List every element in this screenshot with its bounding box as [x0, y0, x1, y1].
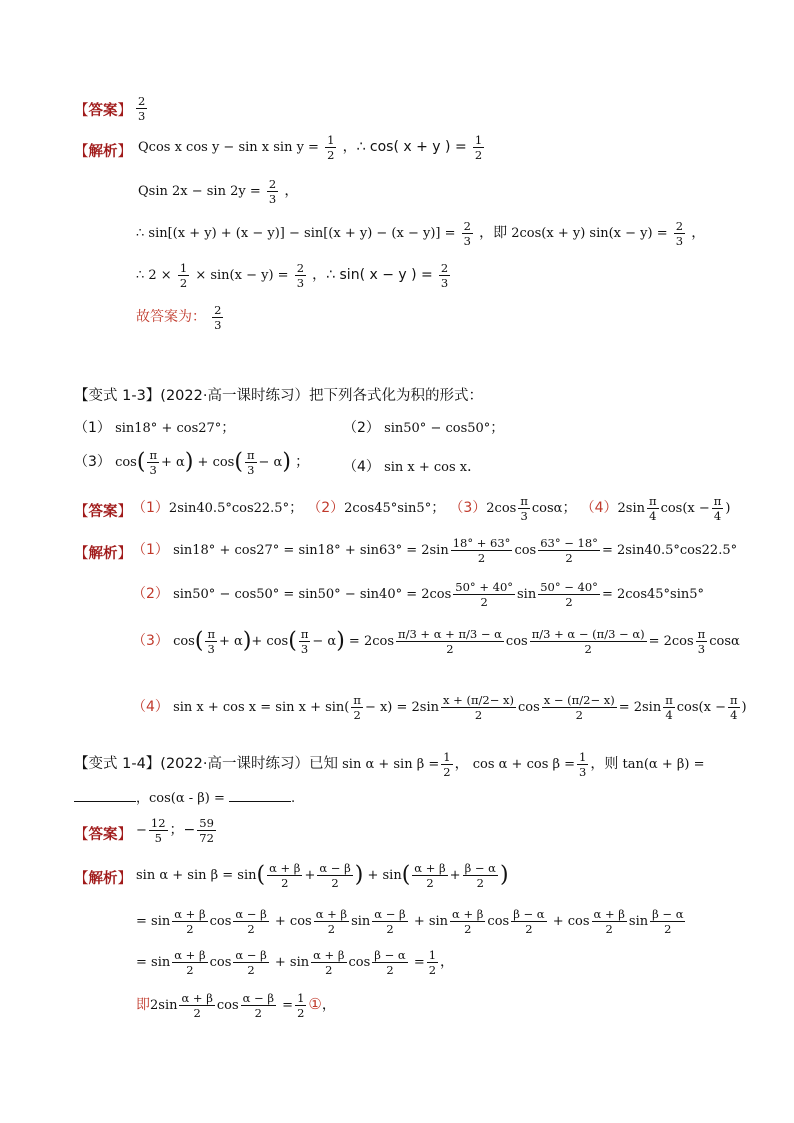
answer-label: 【答案】	[74, 504, 132, 520]
question-item: （2） sin50° − cos50°；	[343, 420, 505, 436]
answer-label: 【答案】	[74, 827, 132, 843]
solution-line: sin α + sin β = sin( $\frac{\alpha + \beta}{2}$ + $\frac{\alpha - \beta}{2}$ ) + sin( $\frac{\alpha + \beta}{2}$ + $\frac{\beta - \alpha}{2}$ )	[136, 861, 509, 890]
analysis-label: 【解析】	[74, 144, 132, 160]
question-item: （3） cos( $\frac{\pi}{3}$ + α) + cos( $\frac{\pi}{3}$ − α) ；	[74, 448, 310, 477]
analysis-label: 【解析】	[74, 546, 132, 562]
answer-blank[interactable]	[229, 789, 291, 802]
solution-line: （4） sin x + cos x = sin x + sin( $\frac{\pi}{2}$ − x) = 2sin $\frac{x + (\pi/2- x)}{2}$ cos $\frac{x - (\pi/2- x)}{2}$ = 2sin $\frac{\pi}{4}$ cos(x − $\frac{\pi}{4}$ )	[132, 693, 747, 722]
answer-blank[interactable]	[74, 789, 136, 802]
analysis-label: 【解析】	[74, 871, 132, 887]
solution-line: （3） cos( $\frac{\pi}{3}$ + α)+ cos( $\frac{\pi}{3}$ − α) = 2cos $\frac{\pi/3 + \alpha + \pi/3 - \alpha}{2}$ cos $\frac{\pi/3 + \alpha - (\pi/3 - \alpha)}{2}$ = 2cos $\frac{\pi}{3}$ cosα	[132, 627, 740, 656]
question-item: （4） sin x + cos x．	[343, 459, 482, 475]
solution-line: （2） sin50° − cos50° = sin50° − sin40° = 2cos $\frac{50^\circ + 40^\circ}{2}$ sin $\frac{50^\circ - 40^\circ}{2}$ = 2cos45°sin5°	[132, 580, 705, 609]
solution-line: Qsin 2x − sin 2y = $\frac{2}{3}$ ，	[138, 177, 299, 206]
answer-value: − $\frac{12}{5}$ ；− $\frac{59}{72}$	[136, 816, 214, 845]
solution-line: 即2sin $\frac{\alpha + \beta}{2}$ cos $\frac{\alpha - \beta}{2}$ = $\frac{1}{2}$ ①，	[136, 991, 336, 1020]
solution-line: = sin $\frac{\alpha + \beta}{2}$ cos $\frac{\alpha - \beta}{2}$ + cos $\frac{\alpha + \beta}{2}$ sin $\frac{\alpha - \beta}{2}$ + sin $\frac{\alpha + \beta}{2}$ cos $\frac{\beta - \alpha}{2}$ + cos $\frac{\alpha + \beta}{2}$ sin $\frac{\beta - \alpha}{2}$	[136, 907, 684, 936]
fraction: $\frac{2}{3}$	[138, 94, 146, 123]
solution-line: ∴ sin[(x + y) + (x − y)] − sin[(x + y) − (x − y)] = $\frac{2}{3}$ ，即 2cos(x + y) sin(x − y) = $\frac{2}{3}$ ，	[136, 219, 706, 248]
final-answer: 故答案为： $\frac{2}{3}$	[136, 303, 222, 332]
solution-line: = sin $\frac{\alpha + \beta}{2}$ cos $\frac{\alpha - \beta}{2}$ + sin $\frac{\alpha + \beta}{2}$ cos $\frac{\beta - \alpha}{2}$ = $\frac{1}{2}$ ，	[136, 948, 455, 977]
solution-line: ∴ 2 × $\frac{1}{2}$ × sin(x − y) = $\frac{2}{3}$ ，∴ sin( x − y ) = $\frac{2}{3}$	[136, 261, 449, 290]
question-item: （1） sin18° + cos27°；	[74, 420, 236, 436]
question-title: 【变式 1-4】(2022·高一课时练习）已知 sin α + sin β = $\frac{1}{2}$ ， cos α + cos β = $\frac{1}{3}$ ，则 tan(α + β) =	[74, 750, 705, 779]
question-blanks: ，cos(α - β) = .	[74, 789, 295, 808]
solution-line: Qcos x cos y − sin x sin y = $\frac{1}{2}$ ，∴ cos( x + y ) = $\frac{1}{2}$	[138, 133, 483, 162]
answer-value	[134, 94, 149, 123]
answer-label: 【答案】	[74, 103, 132, 119]
question-title: 【变式 1-3】(2022·高一课时练习）把下列各式化为积的形式：	[74, 388, 483, 404]
solution-line: （1） sin18° + cos27° = sin18° + sin63° = 2sin $\frac{18^\circ + 63^\circ}{2}$ cos $\frac{63^\circ - 18^\circ}{2}$ = 2sin40.5°cos22.5°	[132, 536, 738, 565]
answer-value: （1）2sin40.5°cos22.5°； （2）2cos45°sin5°； （3）2cos $\frac{\pi}{3}$ cosα； （4）2sin $\frac{\pi}{4}$ cos(x − $\frac{\pi}{4}$ )	[132, 494, 731, 523]
